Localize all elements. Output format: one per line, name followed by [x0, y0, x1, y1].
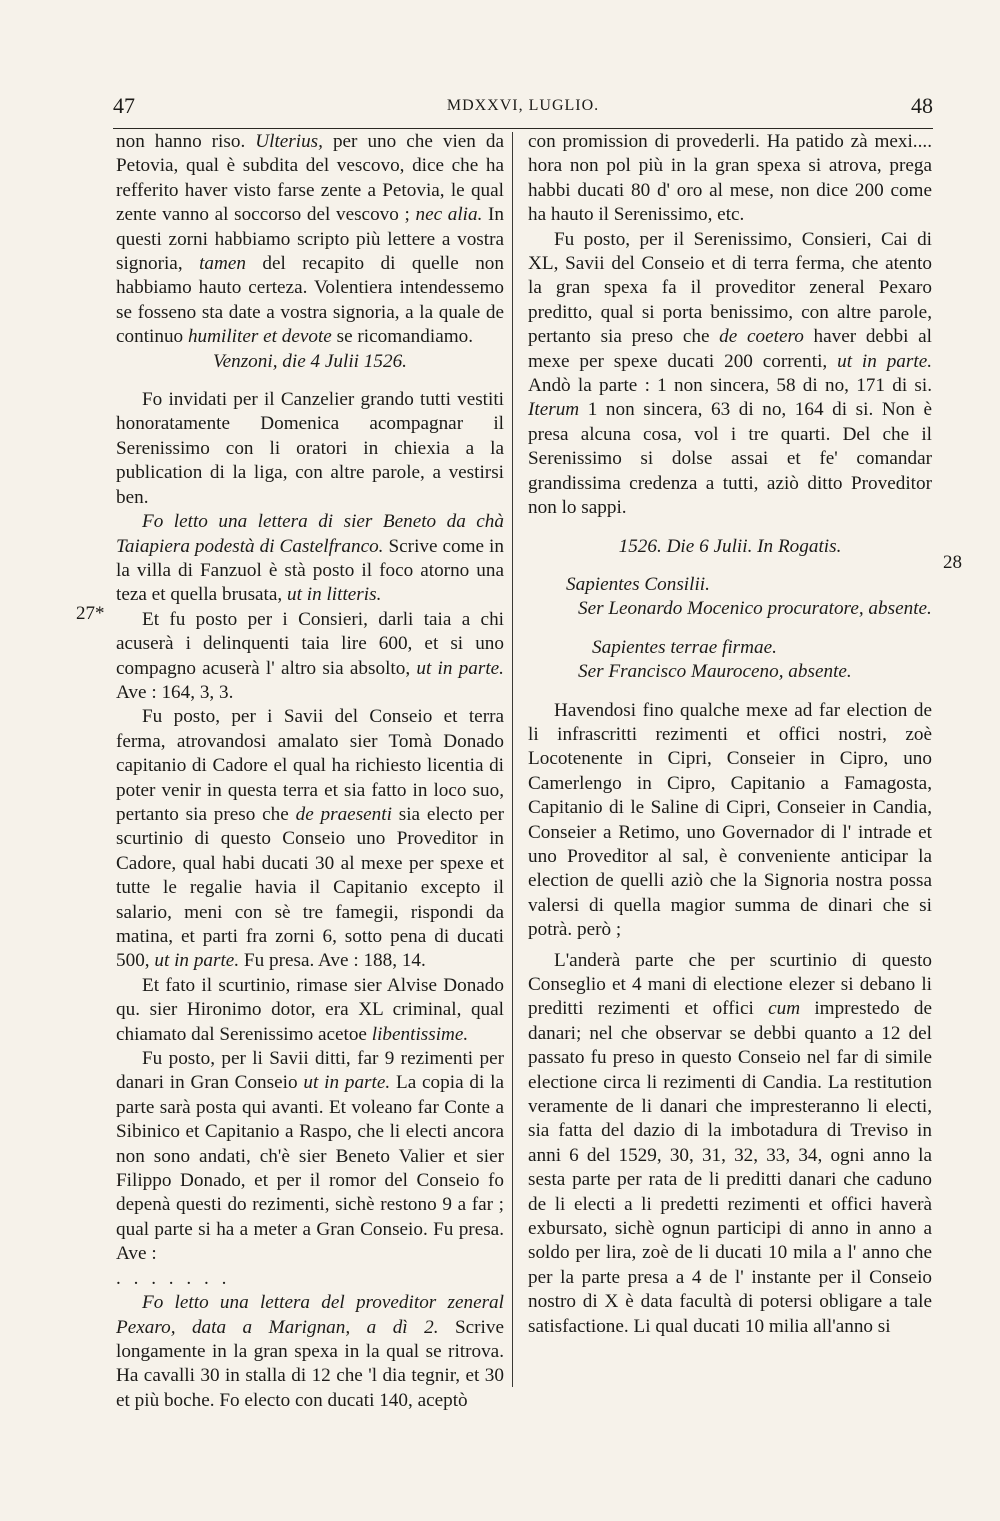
dateline: 1526. Die 6 Julii. In Rogatis.	[618, 535, 842, 557]
paragraph: Fu posto, per li Savii ditti, far 9 rezimenti per danari in Gran Conseio ut in parte. La copia di la parte sarà posta qui avanti. Et voleano far Conte a Sibinico et Capitanio a Raspo, che li electi ancora non sono andati, ch'è sier Beneto Valier et sier Filippo Donado, et per il romor del Conseio fo depenà questi do rezimenti, sichè restono 9 a far ; qual parte si ha a meter a Gran Conseio. Fu presa. Ave :	[116, 1048, 504, 1265]
right-page-number: 48	[911, 93, 933, 118]
paragraph: Fu posto, per il Serenissimo, Consieri, Cai di XL, Savii del Conseio et di terra ferma, che atento la gran spexa fa il proveditor zeneral Pexaro preditto, qual si porta benissimo, con altre parole, pertanto sia preso che de coetero haver debbi al mexe per spexe ducati 200 correnti, ut in parte. Andò la parte : 1 non sincera, 58 di no, 171 di si. Iterum 1 non sincera, 63 di no, 164 di si. Non è presa alcuna cosa, vol i tre quarti. Del che il Serenissimo si dolse assai et fe' comandar grandissima credenza a tutti, aziò ditto Proveditor non lo sappi.	[528, 228, 933, 519]
header-rule	[113, 128, 933, 129]
margin-note-right: 28	[943, 552, 962, 573]
paragraph: Et fato il scurtinio, rimase sier Alvise Donado qu. sier Hironimo dotor, era XL criminal, qual chiamato dal Serenissimo acetoe libentissime.	[116, 974, 504, 1045]
person-entry: Ser Francisco Mauroceno, absente.	[578, 661, 852, 683]
paragraph: non hanno riso. Ulterius, per uno che vien da Petovia, qual è subdita del vescovo, dice che ha refferito haver visto farse zente a Petovia, le qual zente vanno al soccorso del vescovo ; nec alia. In questi zorni habbiamo scripto più lettere a vostra signoria, tamen del recapito di quelle non habbiamo hauto certeza. Volentiera intendessemo se fosseno sta date a vostra signoria, a la quale de continuo humiliter et devote se ricomandiamo.	[116, 131, 505, 348]
margin-note-left: 27*	[76, 603, 105, 624]
paragraph: L'anderà parte che per scurtinio di questo Conseglio et 4 mani di electione elezer si debano li preditti rezimenti et offici cum imprestedo de danari; nel che observar se debbi quanto a 12 del passato fu preso in questo Conseio nel far di simile electione circa li rezimenti di Candia. La restitution veramente de li danari che impresteranno li electi, sia fatta del dazio di la imbotadura di Treviso in anni 6 del 1529, 30, 31, 32, 33, 34, ogni anno la sesta parte per rata de li preditti danari che caduno de li electi a li predetti rezimenti et offici haverà exbursato, sichè ognun participi di anno in anno a soldo per lira, zoè de li ducati 10 mila a l' anno che per la parte presa a 4 de l' instante per il Conseio nostro di X è data facultà di potersi obligare a tale satisfactione. Li qual ducati 10 milia all'anno si	[528, 949, 932, 1337]
vote-dots: . . . . . . .	[116, 1267, 231, 1289]
paragraph: Fo letto una lettera di sier Beneto da chà Taiapiera podestà di Castelfranco. Scrive come in la villa di Fanzuol è stà posto il foco atorno una teza et quella brusata, ut in litteris.	[116, 511, 504, 606]
right-column	[528, 130, 932, 1339]
paragraph: Fo invidati per il Canzelier grando tutti vestiti honoratamente Domenica acompagnar il Serenissimo con li oratori in chiexia a la publication di la liga, con altre parole, a vestirsi ben.	[116, 389, 504, 508]
running-title: MDXXVI, LUGLIO.	[446, 97, 600, 114]
paragraph: Havendosi fino qualche mexe ad far election de li infrascritti rezimenti et offici nostri, zoè Locotenente in Cipri, Conseier in Cipro, uno Camerlengo in Cipro, Capitanio a Famagosta, Capitanio di le Saline di Cipri, Conseier in Candia, Conseier a Retimo, uno Governador di l' intrade et uno Proveditor al sal, è conveniente anticipar la election de quelli aziò che la Signoria nostra possa valersi di quella magior summa de dinari che si potrà. però ;	[528, 699, 932, 941]
person-entry: Ser Leonardo Mocenico procuratore, absente.	[578, 598, 932, 620]
paragraph: Fu posto, per i Savii del Conseio et terra ferma, atrovandosi amalato sier Tomà Donado capitanio di Cadore el qual ha richiesto licentia di poter venir in questa terra et sia fatto in loco suo, pertanto sia preso che de praesenti sia electo per scurtinio di questo Conseio uno Proveditor in Cadore, qual habi ducati 30 al mexe per spexe et tutte le regalie havia il Capitanio excepto il salario, meni con sè tre famegii, rispondi da matina, et parti fra zorni 6, sotto pena di ducati 500, ut in parte. Fu presa. Ave : 188, 14.	[116, 706, 504, 972]
left-column	[116, 130, 504, 1413]
section-heading: Sapientes terrae firmae.	[592, 636, 777, 658]
section-heading: Sapientes Consilii.	[566, 573, 710, 595]
left-page-number: 47	[113, 93, 135, 118]
paragraph: con promission di provederli. Ha patido zà mexi.... hora non pol più in la gran spexa si atrova, prega habbi ducati 80 d' oro al mese, non dice 200 come ha hauto il Serenissimo, etc.	[528, 131, 932, 226]
paragraph: Fo letto una lettera del proveditor zeneral Pexaro, data a Marignan, a dì 2. Scrive longamente in la gran spexa in la qual se ritrova. Ha cavalli 30 in stalla di 12 che 'l dia tegnir, et 30 et più boche. Fo electo con ducati 140, aceptò	[116, 1292, 504, 1411]
column-divider	[512, 132, 513, 1387]
dateline: Venzoni, die 4 Julii 1526.	[213, 350, 407, 372]
paragraph: Et fu posto per i Consieri, darli taia a chi acuserà i delinquenti taia lire 600, et si uno compagno acuserà l' altro sia absolto, ut in parte. Ave : 164, 3, 3.	[116, 608, 504, 703]
page-header	[113, 93, 933, 123]
